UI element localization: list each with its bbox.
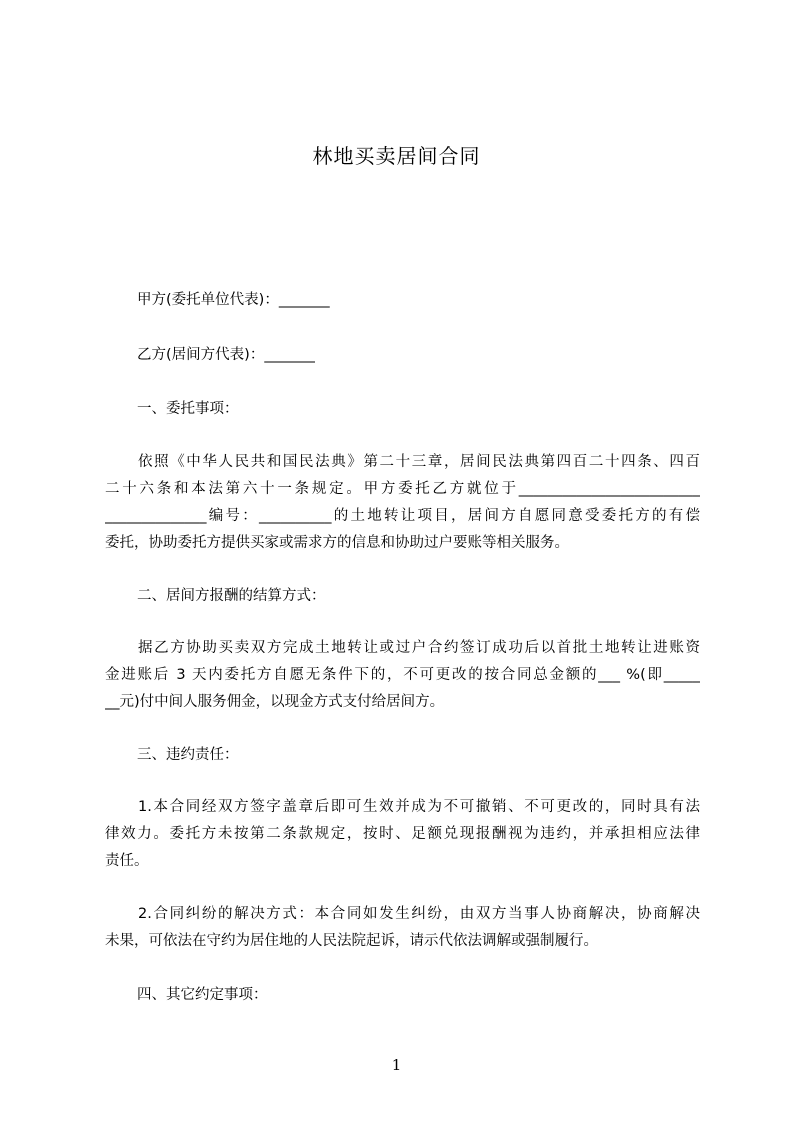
section3-item1-line: 1.本合同经双方签字盖章后即可生效并成为不可撤销、不可更改的，同时具有法 xyxy=(138,799,700,815)
section3-heading: 三、违约责任： xyxy=(137,747,239,763)
section3-item2-line: 未果，可依法在守约为居住地的人民法院起诉，请示代依法调解或强制履行。 xyxy=(105,933,598,949)
section2-line: __元)付中间人服务佣金，以现金方式支付给居间方。 xyxy=(105,694,445,710)
party-b-line: 乙方(居间方代表)：_______ xyxy=(137,347,316,363)
section3-item1-line: 责任。 xyxy=(105,853,149,869)
section1-heading: 一、委托事项： xyxy=(137,401,239,417)
section1-line: 二十六条和本法第六十一条规定。甲方委托乙方就位于_________________________ xyxy=(105,481,700,497)
document-title: 林地买卖居间合同 xyxy=(312,144,481,168)
section1-line: 委托，协助委托方提供买家或需求方的信息和协助过户要账等相关服务。 xyxy=(105,535,569,551)
section3-item2-line: 2.合同纠纷的解决方式：本合同如发生纠纷，由双方当事人协商解决，协商解决 xyxy=(138,906,700,922)
section4-heading: 四、其它约定事项： xyxy=(137,987,268,1003)
section1-line: ______________编号：__________的土地转让项目，居间方自愿同意受委托方的有偿 xyxy=(105,508,700,524)
page-number: 1 xyxy=(391,1056,402,1074)
section2-heading: 二、居间方报酬的结算方式： xyxy=(137,588,326,604)
section2-line: 据乙方协助买卖双方完成土地转让或过户合约签订成功后以首批土地转让进账资 xyxy=(138,640,700,656)
party-a-line: 甲方(委托单位代表)：_______ xyxy=(137,292,330,308)
section1-line: 依照《中华人民共和国民法典》第二十三章，居间民法典第四百二十四条、四百 xyxy=(138,454,700,470)
section3-item1-line: 律效力。委托方未按第二条款规定，按时、足额兑现报酬视为违约，并承担相应法律 xyxy=(105,826,700,842)
section2-line: 金进账后 3 天内委托方自愿无条件下的，不可更改的按合同总金额的___ %(即_____ xyxy=(105,667,700,683)
